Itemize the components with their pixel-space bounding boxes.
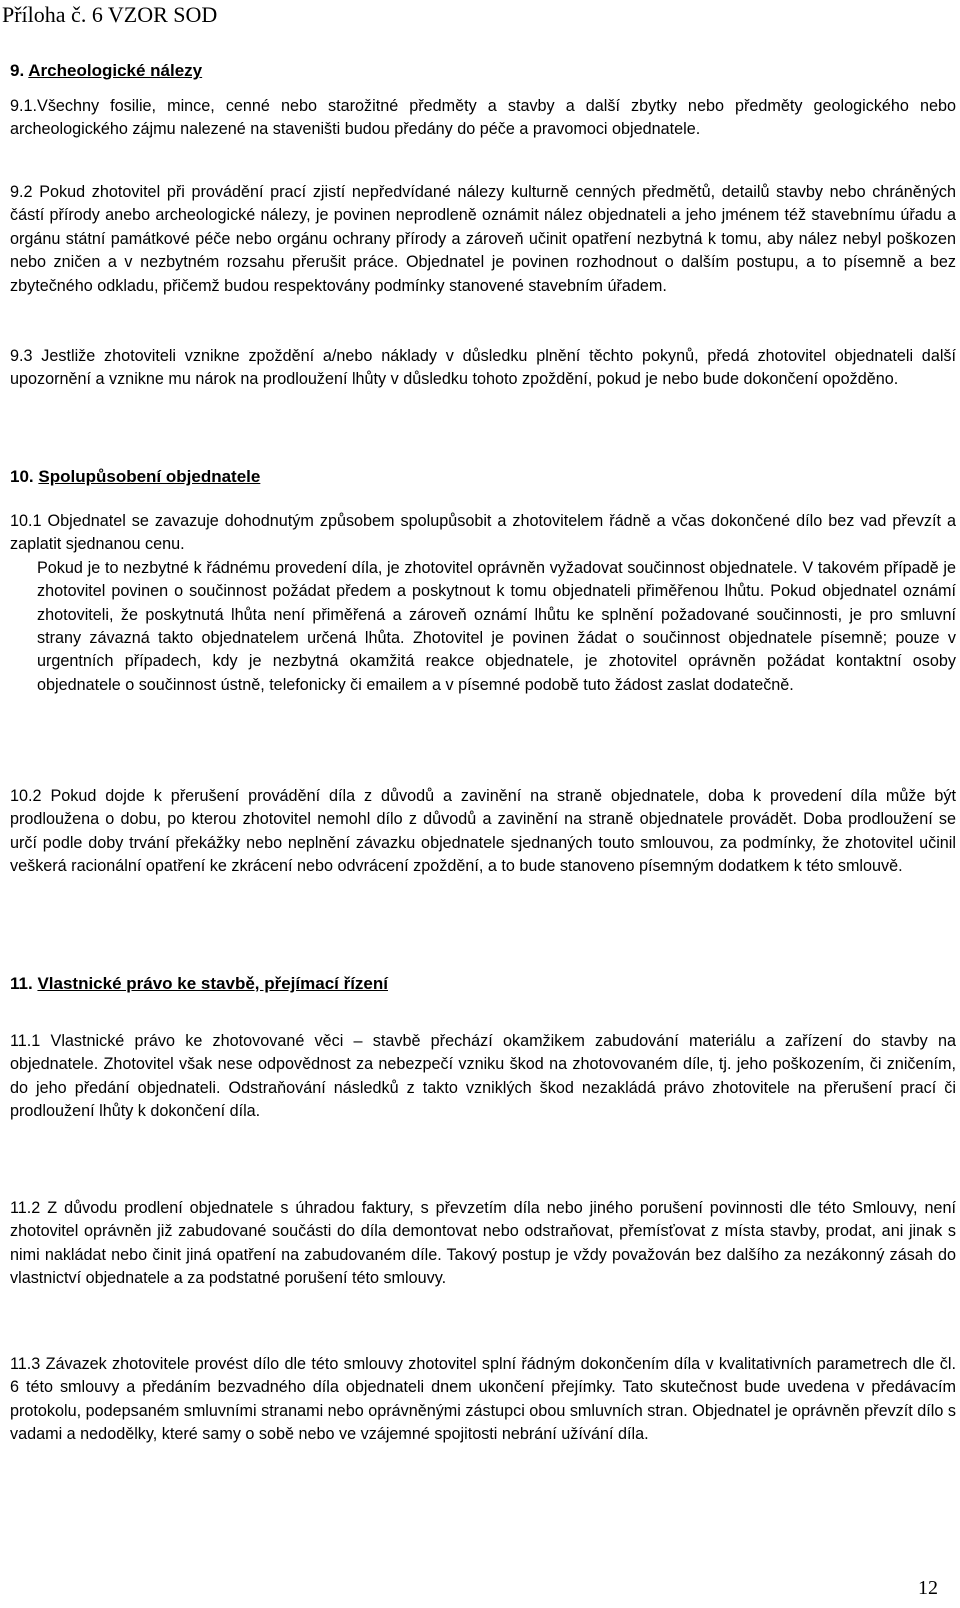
page-number: 12: [918, 1577, 938, 1599]
paragraph-number: 9.1.: [10, 97, 38, 115]
paragraph-11-1: [10, 1030, 956, 1124]
section-title: Spolupůsobení objednatele: [38, 467, 261, 486]
paragraph-number: 9.2: [10, 183, 33, 201]
paragraph-number: 10.1: [10, 512, 42, 530]
section-number: 9.: [10, 61, 25, 80]
paragraph-text: Z důvodu prodlení objednatele s úhradou faktury, s převzetím díla nebo jiného porušení povinnosti dle této Smlouvy, není zhotovitel oprávněn již zabudované součásti do díla demontovat nebo odstraňovat, přemísťovat z místa stavby, prodat, ani jinak s nimi nakládat nebo činit jiná opatření na zabudovaném díle. Takový postup je vždy považován bez dalšího za nezákonný zásah do vlastnictví objednatele a za podstatné porušení této smlouvy.: [10, 1199, 956, 1288]
paragraph-text: Pokud dojde k přerušení provádění díla z důvodů a zavinění na straně objednatele, doba k provedení díla může být prodloužena o dobu, po kterou zhotovitel nemohl dílo z důvodů a zavinění na straně objednatele provádět. Doba prodloužení se určí podle doby trvání překážky nebo neplnění závazku objednatele sjednaných touto smlouvou, za podmínky, že zhotovitel učinil veškerá racionální opatření ke zkrácení nebo odvrácení zpoždění, a to bude stanoveno písemným dodatkem k této smlouvě.: [10, 787, 956, 876]
paragraph-text: Vlastnické právo ke zhotovované věci – stavbě přechází okamžikem zabudování materiálu a zařízení do stavby na objednatele. Zhotovitel však nese odpovědnost za nebezpečí vzniku škod na zhotovovaném díle, tj. jeho poškozením, či zničením, do jeho předání objednateli. Odstraňování následků z takto vzniklých škod nezakládá právo zhotovitele na přerušení prací či prodloužení lhůty k dokončení díla.: [10, 1032, 956, 1121]
paragraph-number: 11.3: [10, 1355, 41, 1373]
paragraph-text: Pokud zhotovitel při provádění prací zjistí nepředvídané nálezy kulturně cenných předmětů, detailů stavby nebo chráněných částí přírody anebo archeologické nálezy, je povinen neprodleně oznámit nález objednateli a jeho jménem též stavebnímu úřadu a orgánu státní památkové péče nebo orgánu ochrany přírody a zároveň učinit opatření nezbytná k tomu, aby nález nebyl poškozen nebo zničen a v nezbytném rozsahu přerušit práce. Objednatel je povinen rozhodnout o dalším postupu, a to písemně a bez zbytečného odkladu, přičemž budou respektovány podmínky stanovené stavebním úřadem.: [10, 183, 956, 295]
paragraph-text: Jestliže zhotoviteli vznikne zpoždění a/nebo náklady v důsledku plnění těchto pokynů, předá zhotovitel objednateli další upozornění a vznikne mu nárok na prodloužení lhůty v důsledku tohoto zpoždění, pokud je nebo bude dokončení opožděno.: [10, 347, 957, 389]
paragraph-10-2: [10, 785, 956, 879]
section-number: 10.: [10, 467, 34, 486]
paragraph-number: 11.1: [10, 1032, 41, 1050]
section-heading-11: [10, 974, 388, 994]
paragraph-continuation: Pokud je to nezbytné k řádnému provedení díla, je zhotovitel oprávněn vyžadovat součinnost objednatele. V takovém případě je zhotovitel povinen o součinnost požádat předem a poskytnout k tomu objednateli přiměřenou lhůtu. Pokud objednatel oznámí zhotoviteli, že poskytnutá lhůta není přiměřená a zároveň oznámí lhůtu ke splnění požadované součinnosti, je pro smluvní strany závazná takto objednatelem určená lhůta. Zhotovitel je povinen žádat o součinnost objednatele písemně; pouze v urgentních případech, kdy je nezbytná okamžitá reakce objednatele, je zhotovitel oprávněn požádat kontaktní osoby objednatele o součinnost ústně, telefonicky či emailem a v písemné podobě tuto žádost zaslat dodatečně.: [37, 558, 956, 694]
section-title: Vlastnické právo ke stavbě, přejímací řízení: [37, 974, 388, 993]
paragraph-11-2: [10, 1197, 956, 1291]
paragraph-text: Objednatel se zavazuje dohodnutým způsobem spolupůsobit a zhotovitelem řádně a včas dokončené dílo bez vad převzít a zaplatit sjednanou cenu.: [10, 512, 956, 554]
section-heading-10: [10, 467, 260, 487]
paragraph-9-1: [10, 95, 956, 142]
paragraph-10-1: [10, 510, 956, 697]
page-header: Příloha č. 6 VZOR SOD: [2, 2, 218, 27]
section-title: Archeologické nálezy: [28, 61, 203, 80]
paragraph-number: 10.2: [10, 787, 42, 805]
paragraph-number: 11.2: [10, 1199, 41, 1217]
section-number: 11.: [10, 974, 33, 993]
paragraph-text: Závazek zhotovitele provést dílo dle této smlouvy zhotovitel splní řádným dokončením díla v kvalitativních parametrech dle čl. 6 této smlouvy a předáním bezvadného díla objednateli dnem ukončení přejímky. Tato skutečnost bude uvedena v předávacím protokolu, podepsaném smluvními stranami nebo oprávněnými zástupci obou smluvních stran. Objednatel je oprávněn převzít dílo s vadami a nedodělky, které samy o sobě nebo ve vzájemné spojitosti nebrání užívání díla.: [10, 1355, 956, 1444]
section-heading-9: [10, 61, 202, 81]
paragraph-9-2: [10, 181, 956, 298]
paragraph-number: 9.3: [10, 347, 33, 365]
paragraph-9-3: [10, 345, 956, 392]
paragraph-11-3: [10, 1353, 956, 1447]
paragraph-text: Všechny fosilie, mince, cenné nebo starožitné předměty a stavby a další zbytky nebo předměty geologického nebo archeologického zájmu nalezené na staveništi budou předány do péče a pravomoci objednatele.: [10, 97, 956, 139]
